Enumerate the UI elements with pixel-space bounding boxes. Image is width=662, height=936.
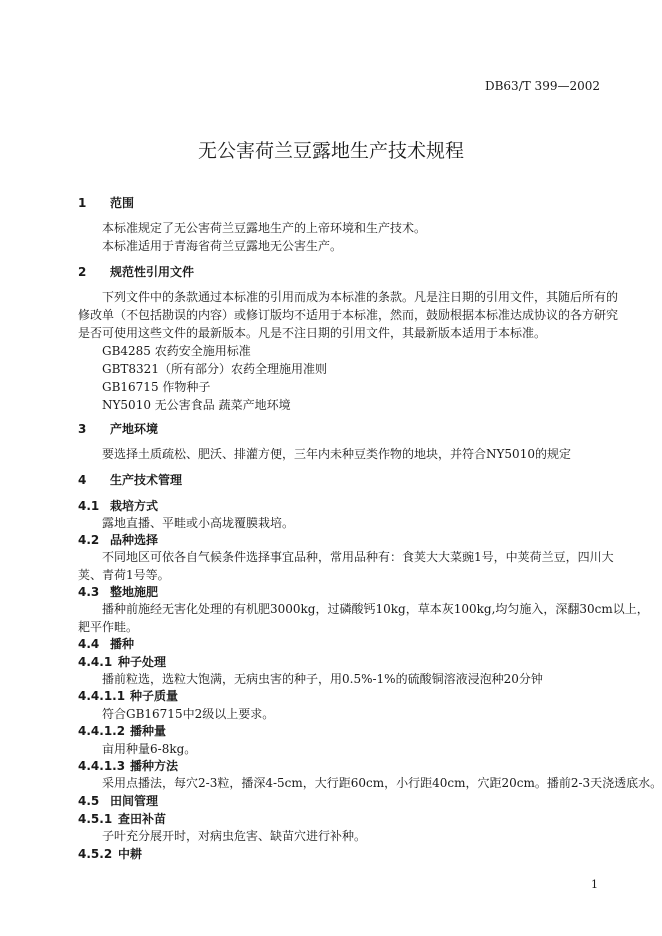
page-number: 1 bbox=[591, 878, 598, 891]
paragraph: 本标准规定了无公害荷兰豆露地生产的上帝环境和生产技术。 bbox=[102, 221, 427, 235]
section-1-heading bbox=[78, 194, 134, 211]
subsection-4-5-2-heading bbox=[78, 845, 142, 862]
section-number: 4.2 bbox=[78, 533, 100, 547]
paragraph: 荚、青荷1号等。 bbox=[78, 568, 170, 582]
subsection-4-5-heading bbox=[78, 792, 158, 809]
subsection-4-4-1-2-heading bbox=[78, 722, 166, 739]
section-title: 播种量 bbox=[130, 724, 167, 738]
section-2-heading bbox=[78, 263, 194, 280]
paragraph: 修改单（不包括勘误的内容）或修订版均不适用于本标准，然而，鼓励根据本标准达成协议的各方研究 bbox=[78, 308, 619, 322]
section-title: 规范性引用文件 bbox=[110, 265, 195, 279]
section-title: 生产技术管理 bbox=[110, 473, 183, 487]
paragraph: 露地直播、平畦或小高垅覆膜栽培。 bbox=[102, 516, 295, 530]
paragraph: 不同地区可依各自气候条件选择事宜品种，常用品种有：食荚大大菜豌1号，中荚荷兰豆，四川大 bbox=[102, 550, 614, 564]
section-number: 4.5.1 bbox=[78, 812, 113, 826]
section-title: 查田补苗 bbox=[118, 812, 167, 826]
subsection-4-1-heading bbox=[78, 497, 158, 514]
subsection-4-2-heading bbox=[78, 531, 158, 548]
section-number: 4.4.1 bbox=[78, 655, 113, 669]
section-title: 种子质量 bbox=[130, 689, 179, 703]
section-number: 4.4.1.1 bbox=[78, 689, 126, 703]
section-title: 田间管理 bbox=[110, 794, 159, 808]
section-number: 3 bbox=[78, 422, 87, 436]
section-number: 4 bbox=[78, 473, 87, 487]
paragraph: 子叶充分展开时，对病虫危害、缺苗穴进行补种。 bbox=[102, 829, 367, 843]
section-title: 范围 bbox=[110, 196, 135, 210]
paragraph: 下列文件中的条款通过本标准的引用而成为本标准的条款。凡是注日期的引用文件，其随后所有的 bbox=[102, 290, 619, 304]
section-title: 品种选择 bbox=[110, 533, 159, 547]
reference-item: GBT8321（所有部分）农药全理施用准则 bbox=[102, 362, 327, 376]
section-title: 产地环境 bbox=[110, 422, 159, 436]
section-title: 播种 bbox=[110, 637, 135, 651]
paragraph: 符合GB16715中2级以上要求。 bbox=[102, 707, 275, 721]
paragraph: 要选择土质疏松、肥沃、排灌方便，三年内未种豆类作物的地块，并符合NY5010的规定 bbox=[102, 447, 571, 461]
section-title: 整地施肥 bbox=[110, 585, 159, 599]
paragraph: 亩用种量6-8kg。 bbox=[102, 742, 197, 756]
paragraph: 是否可使用这些文件的最新版本。凡是不注日期的引用文件，其最新版本适用于本标准。 bbox=[78, 326, 547, 340]
reference-item: GB16715 作物种子 bbox=[102, 380, 211, 394]
section-title: 中耕 bbox=[118, 847, 143, 861]
section-number: 2 bbox=[78, 265, 87, 279]
section-number: 4.3 bbox=[78, 585, 100, 599]
document-title: 无公害荷兰豆露地生产技术规程 bbox=[197, 140, 464, 162]
section-number: 4.4.1.3 bbox=[78, 759, 126, 773]
paragraph: 播前粒选，选粒大饱满，无病虫害的种子，用0.5%-1%的硫酸铜溶液浸泡种20分钟 bbox=[102, 672, 543, 686]
subsection-4-5-1-heading bbox=[78, 810, 166, 827]
section-3-heading bbox=[78, 420, 158, 437]
section-number: 4.5.2 bbox=[78, 847, 113, 861]
reference-item: NY5010 无公害食品 蔬菜产地环境 bbox=[102, 398, 291, 412]
paragraph: 采用点播法，每穴2-3粒，播深4-5cm，大行距60cm，小行距40cm，穴距20cm。播前2-3天浇透底水。 bbox=[102, 776, 662, 790]
paragraph: 本标准适用于青海省荷兰豆露地无公害生产。 bbox=[102, 239, 343, 253]
section-number: 1 bbox=[78, 196, 87, 210]
section-4-heading bbox=[78, 471, 182, 488]
subsection-4-3-heading bbox=[78, 583, 158, 600]
subsection-4-4-heading bbox=[78, 635, 134, 652]
subsection-4-4-1-heading bbox=[78, 653, 166, 670]
section-number: 4.4.1.2 bbox=[78, 724, 126, 738]
paragraph: 播种前施经无害化处理的有机肥3000kg，过磷酸钙10kg，草本灰100kg,均匀施入，深翻30cm以上， bbox=[102, 602, 649, 616]
section-number: 4.1 bbox=[78, 499, 100, 513]
section-title: 播种方法 bbox=[130, 759, 179, 773]
section-title: 种子处理 bbox=[118, 655, 167, 669]
section-number: 4.5 bbox=[78, 794, 100, 808]
reference-item: GB4285 农药安全施用标准 bbox=[102, 344, 251, 358]
section-number: 4.4 bbox=[78, 637, 100, 651]
subsection-4-4-1-1-heading bbox=[78, 687, 178, 704]
paragraph: 耙平作畦。 bbox=[78, 620, 139, 634]
standard-code: DB63/T 399—2002 bbox=[484, 79, 600, 93]
subsection-4-4-1-3-heading bbox=[78, 757, 178, 774]
section-title: 栽培方式 bbox=[110, 499, 159, 513]
